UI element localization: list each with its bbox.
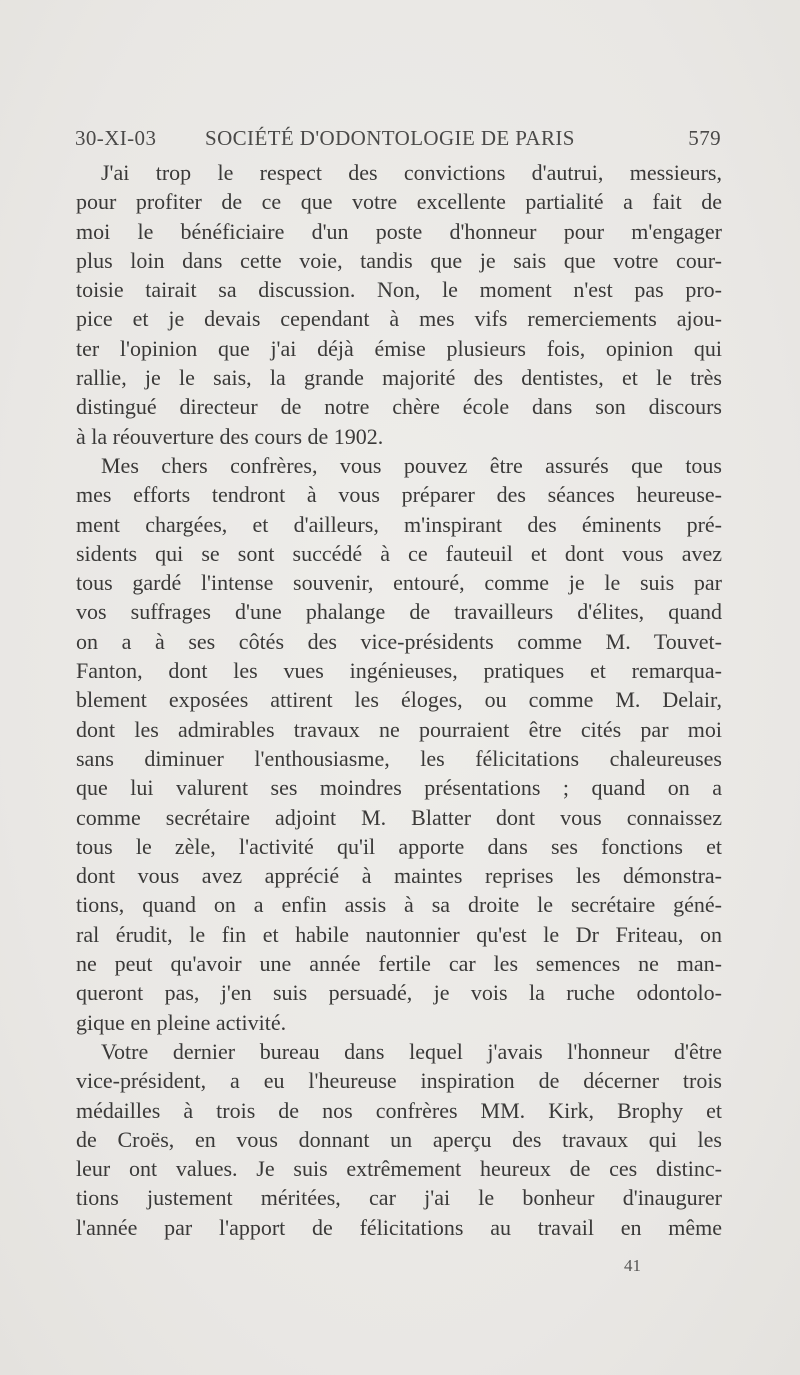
text-line: tions, quand on a enfin assis à sa droite le secrétaire géné-: [76, 892, 722, 918]
page-number: 579: [688, 126, 721, 150]
text-line: moi le bénéficiaire d'un poste d'honneur pour m'engager: [76, 218, 722, 244]
text-line: on a à ses côtés des vice-présidents comme M. Touvet-: [76, 628, 722, 654]
body-text: [76, 158, 722, 1242]
text-line: à la réouverture des cours de 1902.: [76, 423, 384, 449]
text-line: blement exposées attirent les éloges, ou comme M. Delair,: [76, 687, 722, 713]
text-line: tions justement méritées, car j'ai le bonheur d'inaugurer: [76, 1185, 722, 1211]
text-line: Fanton, dont les vues ingénieuses, pratiques et remarqua-: [76, 658, 722, 684]
text-line: sidents qui se sont succédé à ce fauteuil et dont vous avez: [76, 540, 722, 566]
text-line: pice et je devais cependant à mes vifs remerciements ajou-: [76, 306, 722, 332]
text-line: ment chargées, et d'ailleurs, m'inspirant des éminents pré-: [76, 511, 722, 537]
text-line: queront pas, j'en suis persuadé, je vois la ruche odontolo-: [76, 980, 722, 1006]
text-line: l'année par l'apport de félicitations au travail en même: [76, 1214, 722, 1240]
text-line: gique en pleine activité.: [76, 1009, 287, 1035]
text-line: de Croës, en vous donnant un aperçu des travaux qui les: [76, 1126, 722, 1152]
text-line: distingué directeur de notre chère école dans son discours: [76, 394, 722, 420]
signature-mark: 41: [624, 1256, 641, 1275]
text-line: Votre dernier bureau dans lequel j'avais l'honneur d'être: [101, 1038, 722, 1064]
text-line: pour profiter de ce que votre excellente partialité a fait de: [76, 189, 722, 215]
text-line: rallie, je le sais, la grande majorité des dentistes, et le très: [76, 365, 722, 391]
header-title: SOCIÉTÉ D'ODONTOLOGIE DE PARIS: [205, 126, 575, 150]
text-line: J'ai trop le respect des convictions d'autrui, messieurs,: [101, 160, 722, 185]
text-line: comme secrétaire adjoint M. Blatter dont vous connaissez: [76, 804, 722, 830]
text-line: tous gardé l'intense souvenir, entouré, comme je le suis par: [76, 570, 722, 596]
text-line: médailles à trois de nos confrères MM. Kirk, Brophy et: [76, 1097, 722, 1123]
header-date: 30-XI-03: [75, 126, 157, 150]
running-head: [75, 126, 721, 156]
text-line: sans diminuer l'enthousiasme, les félicitations chaleureuses: [76, 745, 722, 771]
text-line: leur ont values. Je suis extrêmement heureux de ces distinc-: [76, 1156, 722, 1182]
text-line: Mes chers confrères, vous pouvez être assurés que tous: [101, 452, 722, 478]
text-line: ne peut qu'avoir une année fertile car les semences ne man-: [76, 951, 722, 977]
text-line: dont les admirables travaux ne pourraient être cités par moi: [76, 716, 722, 742]
text-line: vice-président, a eu l'heureuse inspiration de décerner trois: [76, 1068, 722, 1094]
text-line: mes efforts tendront à vous préparer des séances heureuse-: [76, 482, 722, 508]
text-line: tous le zèle, l'activité qu'il apporte dans ses fonctions et: [76, 833, 722, 859]
text-line: vos suffrages d'une phalange de travailleurs d'élites, quand: [76, 599, 722, 625]
text-line: ral érudit, le fin et habile nautonnier qu'est le Dr Friteau, on: [76, 921, 722, 947]
text-line: dont vous avez apprécié à maintes reprises les démonstra-: [76, 863, 722, 889]
text-line: ter l'opinion que j'ai déjà émise plusieurs fois, opinion qui: [76, 335, 722, 361]
text-line: toisie tairait sa discussion. Non, le moment n'est pas pro-: [76, 277, 722, 303]
text-line: que lui valurent ses moindres présentations ; quand on a: [76, 775, 722, 801]
text-line: plus loin dans cette voie, tandis que je sais que votre cour-: [76, 247, 722, 273]
